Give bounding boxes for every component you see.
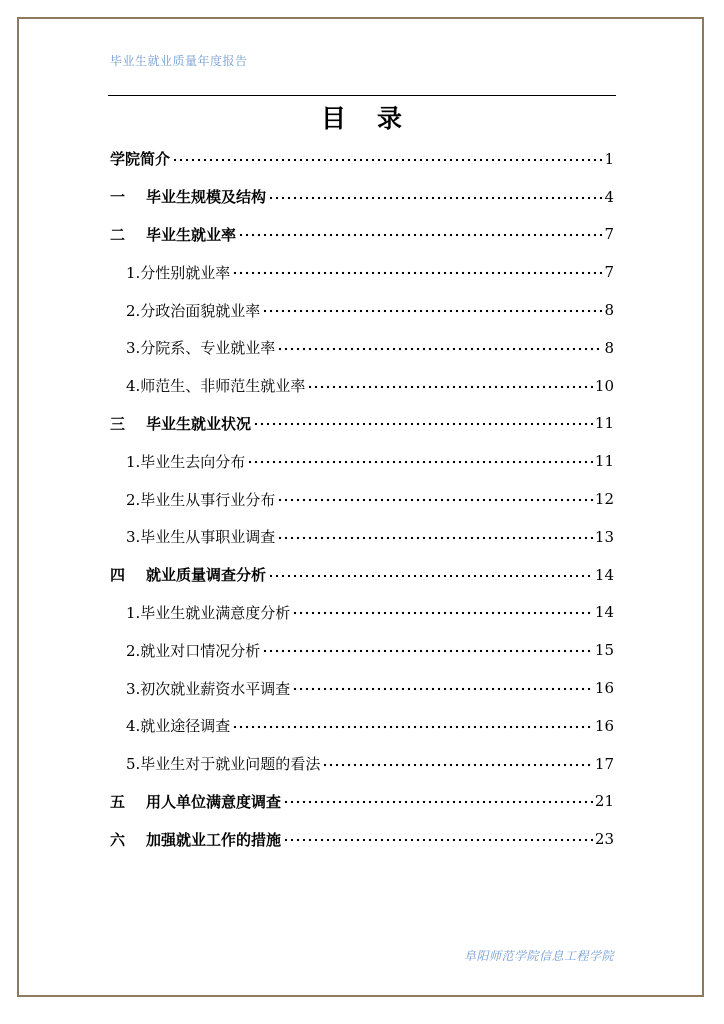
- toc-entry-label: 学院简介: [110, 150, 171, 169]
- toc-entry-page-number: 12: [594, 490, 614, 509]
- toc-dot-leader: [262, 309, 602, 313]
- toc-entry-section[interactable]: [110, 329, 614, 367]
- toc-entry-page-number: 11: [594, 452, 614, 471]
- toc-entry-section[interactable]: [110, 745, 614, 783]
- toc-dot-leader: [292, 611, 593, 615]
- toc-entry-page-number: 14: [594, 603, 614, 622]
- toc-entry-chapter[interactable]: [110, 178, 614, 216]
- toc-entry-page-number: 21: [594, 792, 614, 811]
- toc-entry-page-number: 16: [594, 716, 614, 735]
- toc-dot-leader: [277, 498, 593, 502]
- toc-entry-label: 2.就业对口情况分析: [126, 641, 261, 660]
- toc-dot-leader: [232, 271, 602, 275]
- toc-dot-leader: [268, 574, 593, 578]
- toc-entry-number: 四: [110, 566, 126, 585]
- toc-entry-label: 3.毕业生从事职业调查: [126, 528, 276, 547]
- toc-entry-label: 就业质量调查分析: [146, 566, 267, 585]
- toc-entry-label: 5.毕业生对于就业问题的看法: [126, 755, 321, 774]
- toc-entry-number: 二: [110, 225, 126, 244]
- toc-dot-leader: [247, 460, 593, 464]
- toc-entry-label: 2.分政治面貌就业率: [126, 301, 261, 320]
- toc-dot-leader: [322, 763, 593, 767]
- toc-entry-chapter[interactable]: [110, 556, 614, 594]
- toc-dot-leader: [277, 347, 602, 351]
- toc-entry-label: 毕业生规模及结构: [146, 188, 267, 207]
- toc-entry-page-number: 23: [594, 830, 614, 849]
- toc-entry-section[interactable]: [110, 594, 614, 632]
- running-footer: 阜阳师范学院信息工程学院: [463, 949, 614, 963]
- toc-entry-section[interactable]: [110, 442, 614, 480]
- table-of-contents: [110, 140, 614, 858]
- toc-entry-page-number: 10: [594, 376, 614, 395]
- toc-entry-section[interactable]: [110, 631, 614, 669]
- toc-title-part1: 目: [320, 104, 347, 133]
- toc-entry-page-number: 13: [594, 527, 614, 546]
- toc-dot-leader: [292, 687, 593, 691]
- toc-entry-label: 4.就业途径调查: [126, 717, 231, 736]
- toc-entry-chapter[interactable]: [110, 140, 614, 178]
- toc-entry-page-number: 7: [604, 225, 614, 244]
- toc-entry-label: 用人单位满意度调查: [146, 792, 282, 811]
- toc-entry-label: 4.师范生、非师范生就业率: [126, 377, 306, 396]
- toc-entry-label: 3.分院系、专业就业率: [126, 339, 276, 358]
- toc-entry-section[interactable]: [110, 669, 614, 707]
- toc-entry-chapter[interactable]: [110, 783, 614, 821]
- toc-dot-leader: [238, 233, 602, 237]
- toc-entry-page-number: 1: [604, 149, 614, 168]
- toc-entry-number: 一: [110, 188, 126, 207]
- toc-entry-section[interactable]: [110, 518, 614, 556]
- toc-entry-page-number: 8: [604, 301, 614, 320]
- toc-dot-leader: [283, 838, 593, 842]
- toc-entry-page-number: 8: [604, 338, 614, 357]
- toc-entry-chapter[interactable]: [110, 405, 614, 443]
- toc-entry-page-number: 17: [594, 754, 614, 773]
- toc-entry-page-number: 11: [594, 414, 614, 433]
- toc-entry-number: 六: [110, 830, 126, 849]
- toc-entry-label: 毕业生就业率: [146, 225, 237, 244]
- toc-entry-label: 1.分性别就业率: [126, 263, 231, 282]
- toc-entry-label: 1.毕业生就业满意度分析: [126, 603, 291, 622]
- toc-entry-section[interactable]: [110, 480, 614, 518]
- toc-entry-section[interactable]: [110, 291, 614, 329]
- toc-entry-number: 五: [110, 792, 126, 811]
- toc-dot-leader: [307, 385, 593, 389]
- toc-dot-leader: [262, 649, 593, 653]
- toc-entry-chapter[interactable]: [110, 216, 614, 254]
- toc-entry-section[interactable]: [110, 707, 614, 745]
- toc-entry-page-number: 16: [594, 679, 614, 698]
- toc-entry-label: 3.初次就业薪资水平调查: [126, 679, 291, 698]
- toc-dot-leader: [277, 536, 593, 540]
- toc-entry-label: 2.毕业生从事行业分布: [126, 490, 276, 509]
- toc-entry-label: 毕业生就业状况: [146, 414, 252, 433]
- toc-dot-leader: [232, 725, 593, 729]
- toc-entry-section[interactable]: [110, 253, 614, 291]
- toc-title-part2: 录: [377, 104, 404, 133]
- toc-entry-page-number: 14: [594, 565, 614, 584]
- toc-dot-leader: [172, 158, 602, 162]
- toc-entry-page-number: 7: [604, 263, 614, 282]
- toc-entry-section[interactable]: [110, 367, 614, 405]
- toc-entry-number: 三: [110, 414, 126, 433]
- toc-dot-leader: [283, 800, 593, 804]
- toc-entry-chapter[interactable]: [110, 820, 614, 858]
- toc-dot-leader: [253, 422, 593, 426]
- toc-entry-page-number: 4: [604, 187, 614, 206]
- toc-entry-label: 1.毕业生去向分布: [126, 452, 246, 471]
- toc-title: [0, 99, 724, 135]
- toc-entry-page-number: 15: [594, 641, 614, 660]
- header-divider: [108, 95, 616, 96]
- toc-dot-leader: [268, 196, 602, 200]
- toc-entry-label: 加强就业工作的措施: [146, 830, 282, 849]
- running-header: 毕业生就业质量年度报告: [110, 54, 248, 68]
